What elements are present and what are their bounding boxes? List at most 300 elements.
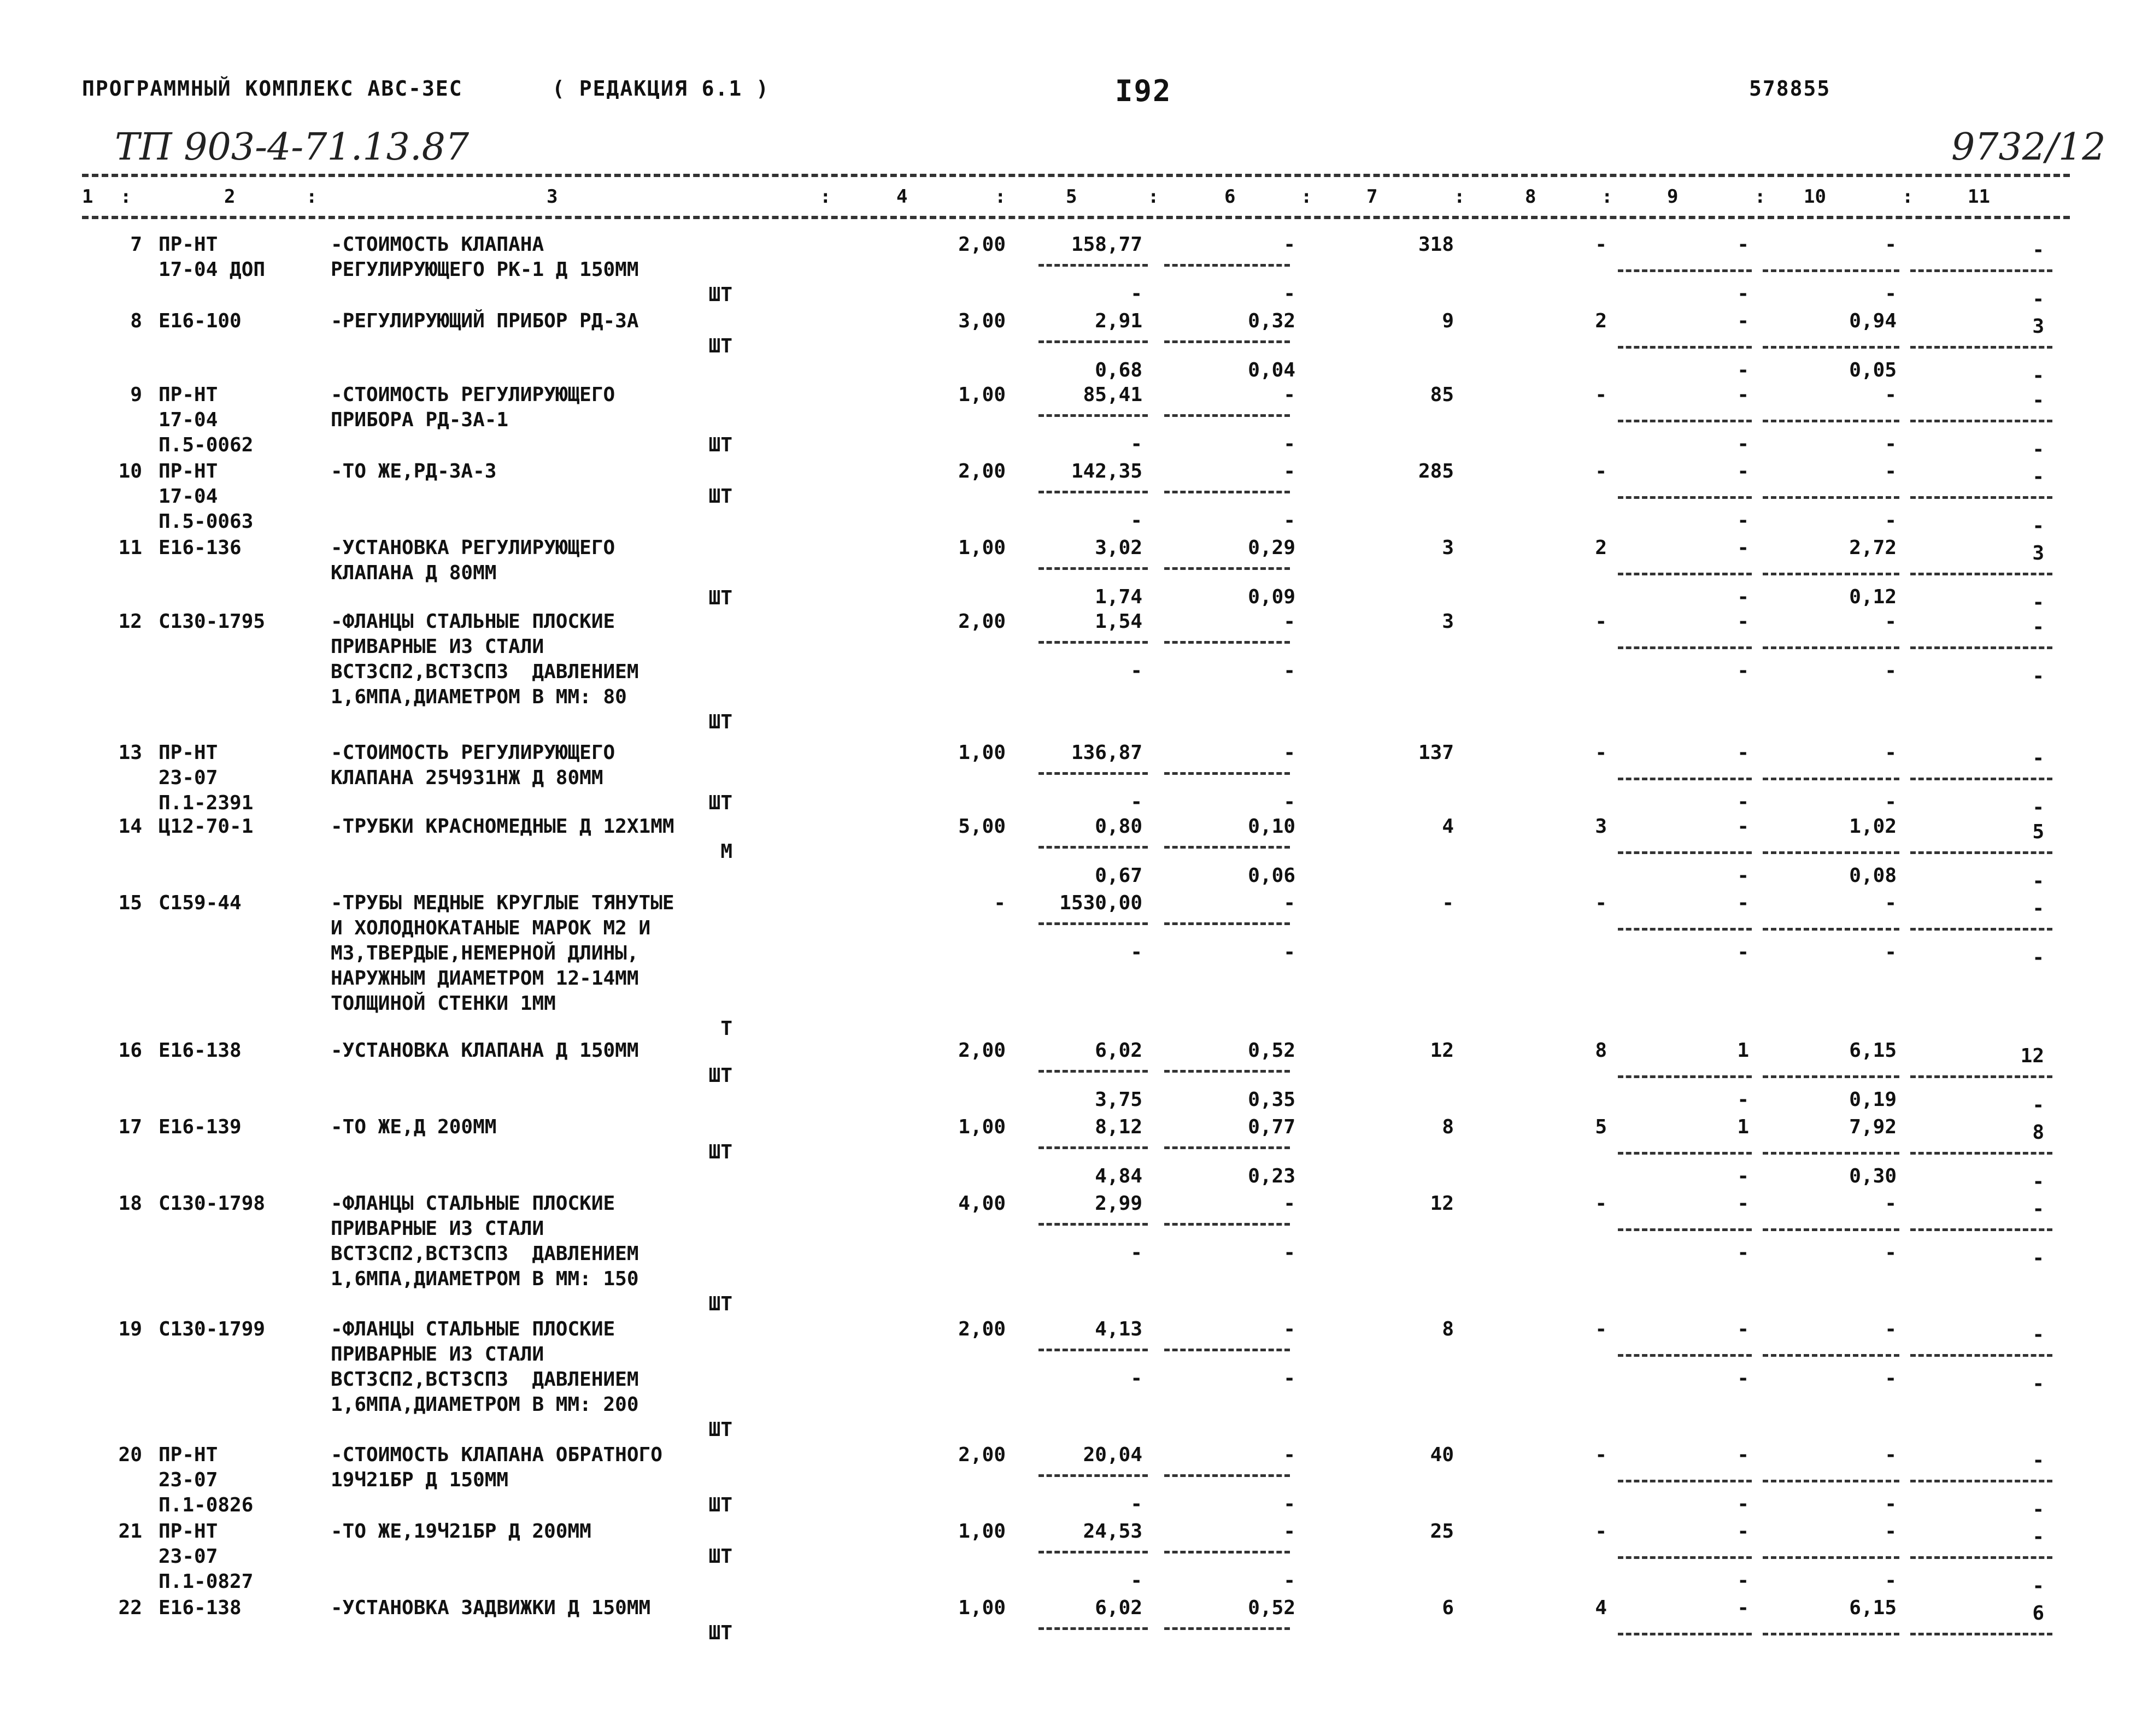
row-number: 19	[118, 1318, 142, 1340]
cell-divider	[1618, 1480, 1752, 1482]
norm-code: 23-07	[159, 1469, 218, 1491]
cell-divider	[1910, 420, 2052, 422]
total-wage: 4	[1595, 1597, 1607, 1619]
work-description: М3,ТВЕРДЫЕ,НЕМЕРНОЙ ДЛИНЫ,	[331, 942, 639, 964]
column-header-10: 10	[1804, 186, 1826, 208]
labor-total-machine: -	[2032, 515, 2044, 537]
cell-divider	[1910, 1075, 2052, 1078]
machine-cost: -	[1283, 742, 1295, 764]
work-description: 1,6МПА,ДИАМЕТРОМ В ММ: 150	[331, 1268, 639, 1290]
machine-wage: -	[1283, 941, 1295, 963]
work-description: -ФЛАНЦЫ СТАЛЬНЫЕ ПЛОСКИЕ	[331, 1318, 615, 1340]
quantity: 1,00	[958, 1520, 1006, 1543]
quantity: 2,00	[958, 1444, 1006, 1466]
cell-divider	[1618, 1075, 1752, 1078]
machine-total: -	[1737, 892, 1749, 914]
total-wage: -	[1595, 742, 1607, 764]
machine-total: -	[1737, 537, 1749, 559]
labor-hours-machine: -	[1885, 433, 1897, 455]
norm-code: С130-1798	[159, 1192, 266, 1215]
labor-total: 5	[2032, 821, 2044, 843]
labor-total: -	[2032, 1449, 2044, 1472]
total-wage: -	[1595, 1520, 1607, 1543]
unit-wage: -	[1130, 433, 1142, 455]
column-separator: :	[1301, 186, 1312, 208]
quantity: 2,00	[958, 1039, 1006, 1062]
machine-cost: -	[1283, 233, 1295, 256]
machine-wage: -	[1283, 1493, 1295, 1515]
cell-divider	[1910, 346, 2052, 349]
labor-hours-machine: -	[1885, 1367, 1897, 1390]
total-cost: 137	[1418, 742, 1454, 764]
machine-cost: -	[1283, 610, 1295, 633]
machine-total: -	[1737, 310, 1749, 332]
cell-divider	[1618, 1556, 1752, 1559]
work-description: КЛАПАНА Д 80ММ	[331, 562, 497, 584]
cell-divider	[1910, 1354, 2052, 1357]
row-number: 7	[130, 233, 142, 256]
unit-wage: -	[1130, 283, 1142, 305]
labor-hours: 6,15	[1849, 1039, 1897, 1062]
cell-divider	[1038, 1551, 1148, 1553]
unit-of-measure: ШТ	[708, 1545, 732, 1568]
cell-divider	[1763, 573, 1899, 575]
column-separator: :	[1148, 186, 1159, 208]
total-cost: 318	[1418, 233, 1454, 256]
unit-wage: -	[1130, 1367, 1142, 1390]
cell-divider	[1164, 641, 1290, 644]
unit-wage: 3,75	[1095, 1088, 1142, 1111]
machine-wage: -	[1283, 509, 1295, 532]
work-description: ВСТ3СП2,ВСТ3СП3 ДАВЛЕНИЕМ	[331, 1243, 639, 1265]
labor-total-machine: -	[2032, 1170, 2044, 1193]
labor-total: 6	[2032, 1602, 2044, 1625]
column-separator: :	[120, 186, 132, 208]
machine-wage: -	[1283, 1569, 1295, 1592]
cell-divider	[1763, 1633, 1899, 1635]
labor-hours: 2,72	[1849, 537, 1897, 559]
unit-wage: -	[1130, 791, 1142, 813]
cell-divider	[1038, 567, 1148, 570]
machine-wage-total: -	[1737, 509, 1749, 532]
labor-total-machine: -	[2032, 288, 2044, 310]
cell-divider	[1763, 420, 1899, 422]
labor-hours-machine: 0,08	[1849, 864, 1897, 887]
cell-divider	[1910, 1480, 2052, 1482]
unit-wage: -	[1130, 1569, 1142, 1592]
cell-divider	[1164, 772, 1290, 775]
machine-wage-total: -	[1737, 283, 1749, 305]
total-cost: -	[1442, 892, 1454, 914]
unit-wage: -	[1130, 1493, 1142, 1515]
labor-hours: 6,15	[1849, 1597, 1897, 1619]
norm-code: 17-04	[159, 485, 218, 508]
labor-hours: -	[1885, 1444, 1897, 1466]
row-number: 12	[118, 610, 142, 633]
quantity: 3,00	[958, 310, 1006, 332]
total-wage: 8	[1595, 1039, 1607, 1062]
machine-wage-total: -	[1737, 1165, 1749, 1187]
cell-divider	[1763, 1228, 1899, 1231]
cell-divider	[1164, 1349, 1290, 1351]
machine-wage-total: -	[1737, 586, 1749, 608]
cell-divider	[1618, 1633, 1752, 1635]
machine-total: -	[1737, 1318, 1749, 1340]
unit-cost: 1,54	[1095, 610, 1142, 633]
unit-of-measure: ШТ	[708, 1141, 732, 1163]
labor-total: -	[2032, 239, 2044, 261]
work-description: 1,6МПА,ДИАМЕТРОМ В ММ: 80	[331, 686, 627, 708]
row-number: 20	[118, 1444, 142, 1466]
unit-of-measure: ШТ	[708, 284, 732, 306]
column-header-2: 2	[224, 186, 236, 208]
work-description: ПРИВАРНЫЕ ИЗ СТАЛИ	[331, 635, 544, 658]
cell-divider	[1164, 491, 1290, 493]
row-number: 22	[118, 1597, 142, 1619]
cell-divider	[1763, 1354, 1899, 1357]
cell-divider	[1910, 573, 2052, 575]
cell-divider	[1763, 778, 1899, 780]
cell-divider	[1910, 1228, 2052, 1231]
norm-code: П.5-0063	[159, 510, 254, 533]
cell-divider	[1618, 778, 1752, 780]
total-cost: 3	[1442, 537, 1454, 559]
norm-code: 23-07	[159, 1545, 218, 1568]
header-bottom-rule	[82, 216, 2070, 219]
machine-wage: -	[1283, 1241, 1295, 1264]
quantity: 1,00	[958, 537, 1006, 559]
total-wage: -	[1595, 1318, 1607, 1340]
cell-divider	[1038, 922, 1148, 925]
total-wage: -	[1595, 384, 1607, 406]
unit-of-measure: ШТ	[708, 1064, 732, 1087]
cell-divider	[1038, 491, 1148, 493]
labor-total-machine: -	[2032, 1247, 2044, 1269]
norm-code: С130-1799	[159, 1318, 266, 1340]
work-description: ТОЛЩИНОЙ СТЕНКИ 1ММ	[331, 992, 556, 1015]
machine-total: -	[1737, 1192, 1749, 1215]
cell-divider	[1038, 264, 1148, 267]
machine-wage-total: -	[1737, 1241, 1749, 1264]
machine-total: -	[1737, 742, 1749, 764]
machine-wage: -	[1283, 433, 1295, 455]
cell-divider	[1763, 1480, 1899, 1482]
total-wage: -	[1595, 460, 1607, 482]
total-cost: 12	[1430, 1039, 1454, 1062]
cell-divider	[1910, 1633, 2052, 1635]
unit-wage: 0,67	[1095, 864, 1142, 887]
labor-total-machine: -	[2032, 665, 2044, 687]
unit-cost: 136,87	[1071, 742, 1142, 764]
labor-hours: -	[1885, 610, 1897, 633]
cell-divider	[1164, 1223, 1290, 1226]
quantity: 2,00	[958, 610, 1006, 633]
work-description: -ТО ЖЕ,РД-3А-3	[331, 460, 497, 482]
total-wage: 2	[1595, 537, 1607, 559]
machine-cost: -	[1283, 460, 1295, 482]
machine-total: -	[1737, 384, 1749, 406]
cell-divider	[1910, 269, 2052, 272]
machine-wage-total: -	[1737, 433, 1749, 455]
work-description: -УСТАНОВКА РЕГУЛИРУЮЩЕГО	[331, 537, 615, 559]
labor-hours: -	[1885, 1192, 1897, 1215]
machine-total: 1	[1737, 1116, 1749, 1138]
unit-of-measure: ШТ	[708, 1293, 732, 1315]
unit-cost: 2,99	[1095, 1192, 1142, 1215]
machine-cost: -	[1283, 892, 1295, 914]
cell-divider	[1164, 922, 1290, 925]
row-number: 13	[118, 742, 142, 764]
labor-hours-machine: -	[1885, 1493, 1897, 1515]
norm-code: Е16-100	[159, 310, 242, 332]
work-description: 1,6МПА,ДИАМЕТРОМ В ММ: 200	[331, 1393, 639, 1416]
norm-code: П.5-0062	[159, 434, 254, 456]
labor-total: -	[2032, 747, 2044, 769]
labor-hours: -	[1885, 1318, 1897, 1340]
labor-total-machine: -	[2032, 1575, 2044, 1597]
cell-divider	[1763, 1152, 1899, 1155]
cell-divider	[1910, 851, 2052, 854]
work-description: 19Ч21БР Д 150ММ	[331, 1469, 509, 1491]
labor-hours-machine: -	[1885, 1241, 1897, 1264]
column-separator: :	[820, 186, 831, 208]
work-description: -ТО ЖЕ,Д 200ММ	[331, 1116, 497, 1138]
norm-code: ПР-НТ	[159, 1520, 218, 1543]
machine-total: -	[1737, 815, 1749, 838]
quantity: 1,00	[958, 1597, 1006, 1619]
labor-hours-machine: 0,12	[1849, 586, 1897, 608]
unit-wage: -	[1130, 941, 1142, 963]
total-wage: -	[1595, 1444, 1607, 1466]
machine-wage: -	[1283, 1367, 1295, 1390]
cell-divider	[1618, 851, 1752, 854]
column-header-5: 5	[1066, 186, 1077, 208]
unit-wage: -	[1130, 509, 1142, 532]
work-description: НАРУЖНЫМ ДИАМЕТРОМ 12-14ММ	[331, 967, 639, 990]
work-description: -УСТАНОВКА КЛАПАНА Д 150ММ	[331, 1039, 639, 1062]
norm-code: П.1-0826	[159, 1494, 254, 1516]
unit-cost: 3,02	[1095, 537, 1142, 559]
labor-hours-machine: 0,05	[1849, 359, 1897, 381]
cell-divider	[1618, 346, 1752, 349]
labor-total-machine: -	[2032, 591, 2044, 614]
unit-of-measure: ШТ	[708, 335, 732, 357]
total-cost: 85	[1430, 384, 1454, 406]
labor-total: -	[2032, 1526, 2044, 1548]
work-description: КЛАПАНА 25Ч931НЖ Д 80ММ	[331, 767, 603, 789]
labor-hours-machine: 0,19	[1849, 1088, 1897, 1111]
labor-hours: 0,94	[1849, 310, 1897, 332]
total-cost: 8	[1442, 1116, 1454, 1138]
machine-wage: -	[1283, 283, 1295, 305]
unit-cost: 6,02	[1095, 1597, 1142, 1619]
cell-divider	[1038, 1627, 1148, 1630]
norm-code: Ц12-70-1	[159, 815, 254, 838]
machine-wage-total: -	[1737, 864, 1749, 887]
total-cost: 40	[1430, 1444, 1454, 1466]
cell-divider	[1910, 928, 2052, 931]
page-number: I92	[1115, 74, 1172, 108]
norm-code: 23-07	[159, 767, 218, 789]
total-wage: -	[1595, 610, 1607, 633]
total-wage: -	[1595, 233, 1607, 256]
labor-hours-machine: -	[1885, 283, 1897, 305]
work-description: ПРИВАРНЫЕ ИЗ СТАЛИ	[331, 1217, 544, 1240]
unit-wage: -	[1130, 660, 1142, 682]
machine-wage: 0,35	[1248, 1088, 1295, 1111]
cell-divider	[1618, 928, 1752, 931]
cell-divider	[1164, 340, 1290, 343]
unit-of-measure: ШТ	[708, 1494, 732, 1516]
labor-hours: 7,92	[1849, 1116, 1897, 1138]
header-top-rule	[82, 174, 2070, 177]
unit-of-measure: ШТ	[708, 711, 732, 733]
labor-total-machine: -	[2032, 364, 2044, 387]
row-number: 10	[118, 460, 142, 482]
unit-cost: 85,41	[1083, 384, 1142, 406]
cell-divider	[1910, 646, 2052, 649]
norm-code: П.1-0827	[159, 1570, 254, 1593]
machine-cost: -	[1283, 1520, 1295, 1543]
cell-divider	[1164, 1474, 1290, 1477]
norm-code: Е16-138	[159, 1597, 242, 1619]
work-description: ВСТ3СП2,ВСТ3СП3 ДАВЛЕНИЕМ	[331, 1368, 639, 1391]
machine-cost: -	[1283, 384, 1295, 406]
machine-cost: 0,52	[1248, 1597, 1295, 1619]
labor-total-machine: -	[2032, 870, 2044, 892]
norm-code: ПР-НТ	[159, 384, 218, 406]
work-description: -СТОИМОСТЬ КЛАПАНА	[331, 233, 544, 256]
labor-hours-machine: -	[1885, 509, 1897, 532]
cell-divider	[1763, 851, 1899, 854]
machine-wage: 0,23	[1248, 1165, 1295, 1187]
work-description: -СТОИМОСТЬ РЕГУЛИРУЮЩЕГО	[331, 384, 615, 406]
labor-hours: -	[1885, 460, 1897, 482]
norm-code: ПР-НТ	[159, 742, 218, 764]
machine-wage-total: -	[1737, 791, 1749, 813]
norm-code: Е16-139	[159, 1116, 242, 1138]
unit-of-measure: ШТ	[708, 587, 732, 609]
cell-divider	[1910, 1152, 2052, 1155]
quantity: 1,00	[958, 1116, 1006, 1138]
cell-divider	[1618, 420, 1752, 422]
machine-cost: -	[1283, 1192, 1295, 1215]
unit-cost: 24,53	[1083, 1520, 1142, 1543]
cell-divider	[1164, 846, 1290, 849]
row-number: 16	[118, 1039, 142, 1062]
labor-total: -	[2032, 616, 2044, 638]
machine-cost: 0,29	[1248, 537, 1295, 559]
labor-total: -	[2032, 389, 2044, 411]
machine-cost: 0,10	[1248, 815, 1295, 838]
work-description: -ФЛАНЦЫ СТАЛЬНЫЕ ПЛОСКИЕ	[331, 610, 615, 633]
norm-code: С130-1795	[159, 610, 266, 633]
work-description: -ФЛАНЦЫ СТАЛЬНЫЕ ПЛОСКИЕ	[331, 1192, 615, 1215]
machine-cost: 0,77	[1248, 1116, 1295, 1138]
labor-hours: 1,02	[1849, 815, 1897, 838]
cell-divider	[1618, 1152, 1752, 1155]
labor-total: -	[2032, 897, 2044, 920]
unit-cost: 1530,00	[1059, 892, 1142, 914]
machine-cost: -	[1283, 1444, 1295, 1466]
machine-wage: 0,04	[1248, 359, 1295, 381]
labor-hours: -	[1885, 892, 1897, 914]
labor-hours-machine: -	[1885, 1569, 1897, 1592]
quantity: 4,00	[958, 1192, 1006, 1215]
labor-total-machine: -	[2032, 1498, 2044, 1521]
labor-hours: -	[1885, 1520, 1897, 1543]
column-header-6: 6	[1224, 186, 1236, 208]
program-title: ПРОГРАММНЫЙ КОМПЛЕКС АВС-ЗЕС	[82, 76, 463, 101]
machine-wage-total: -	[1737, 1569, 1749, 1592]
column-header-3: 3	[547, 186, 558, 208]
machine-wage: -	[1283, 791, 1295, 813]
row-number: 11	[118, 537, 142, 559]
row-number: 14	[118, 815, 142, 838]
norm-code: 17-04 ДОП	[159, 258, 266, 281]
machine-cost: 0,52	[1248, 1039, 1295, 1062]
cell-divider	[1763, 496, 1899, 499]
machine-total: -	[1737, 1597, 1749, 1619]
total-cost: 12	[1430, 1192, 1454, 1215]
row-number: 9	[130, 384, 142, 406]
machine-wage: 0,09	[1248, 586, 1295, 608]
machine-wage-total: -	[1737, 660, 1749, 682]
work-description: -СТОИМОСТЬ КЛАПАНА ОБРАТНОГО	[331, 1444, 662, 1466]
norm-code: П.1-2391	[159, 792, 254, 814]
quantity: 1,00	[958, 742, 1006, 764]
work-description: ПРИВАРНЫЕ ИЗ СТАЛИ	[331, 1343, 544, 1366]
total-wage: 3	[1595, 815, 1607, 838]
work-description: -ТРУБКИ КРАСНОМЕДНЫЕ Д 12Х1ММ	[331, 815, 674, 838]
work-description: ПРИБОРА РД-3А-1	[331, 409, 509, 431]
cell-divider	[1618, 646, 1752, 649]
machine-total: -	[1737, 233, 1749, 256]
cell-divider	[1763, 646, 1899, 649]
labor-total: -	[2032, 466, 2044, 488]
work-description: -ТРУБЫ МЕДНЫЕ КРУГЛЫЕ ТЯНУТЫЕ	[331, 892, 674, 914]
labor-total-machine: -	[2032, 946, 2044, 969]
unit-of-measure: ШТ	[708, 485, 732, 508]
document-code: 578855	[1749, 76, 1831, 101]
cell-divider	[1164, 567, 1290, 570]
cell-divider	[1164, 414, 1290, 417]
document-number-handwritten: ТП 903-4-71.13.87	[115, 126, 470, 169]
unit-of-measure: ШТ	[708, 792, 732, 814]
cell-divider	[1038, 1223, 1148, 1226]
work-description: -РЕГУЛИРУЮЩИЙ ПРИБОР РД-3А	[331, 310, 639, 332]
cell-divider	[1910, 496, 2052, 499]
labor-hours-machine: 0,30	[1849, 1165, 1897, 1187]
column-separator: :	[1601, 186, 1613, 208]
cell-divider	[1038, 1146, 1148, 1149]
labor-hours-machine: -	[1885, 791, 1897, 813]
column-header-1: 1	[82, 186, 93, 208]
unit-cost: 2,91	[1095, 310, 1142, 332]
work-description: -ТО ЖЕ,19Ч21БР Д 200ММ	[331, 1520, 591, 1543]
unit-cost: 8,12	[1095, 1116, 1142, 1138]
total-wage: 2	[1595, 310, 1607, 332]
column-separator: :	[995, 186, 1006, 208]
row-number: 21	[118, 1520, 142, 1543]
machine-wage-total: -	[1737, 941, 1749, 963]
cell-divider	[1618, 269, 1752, 272]
unit-cost: 0,80	[1095, 815, 1142, 838]
machine-cost: -	[1283, 1318, 1295, 1340]
labor-hours-machine: -	[1885, 941, 1897, 963]
cell-divider	[1763, 269, 1899, 272]
cell-divider	[1038, 414, 1148, 417]
